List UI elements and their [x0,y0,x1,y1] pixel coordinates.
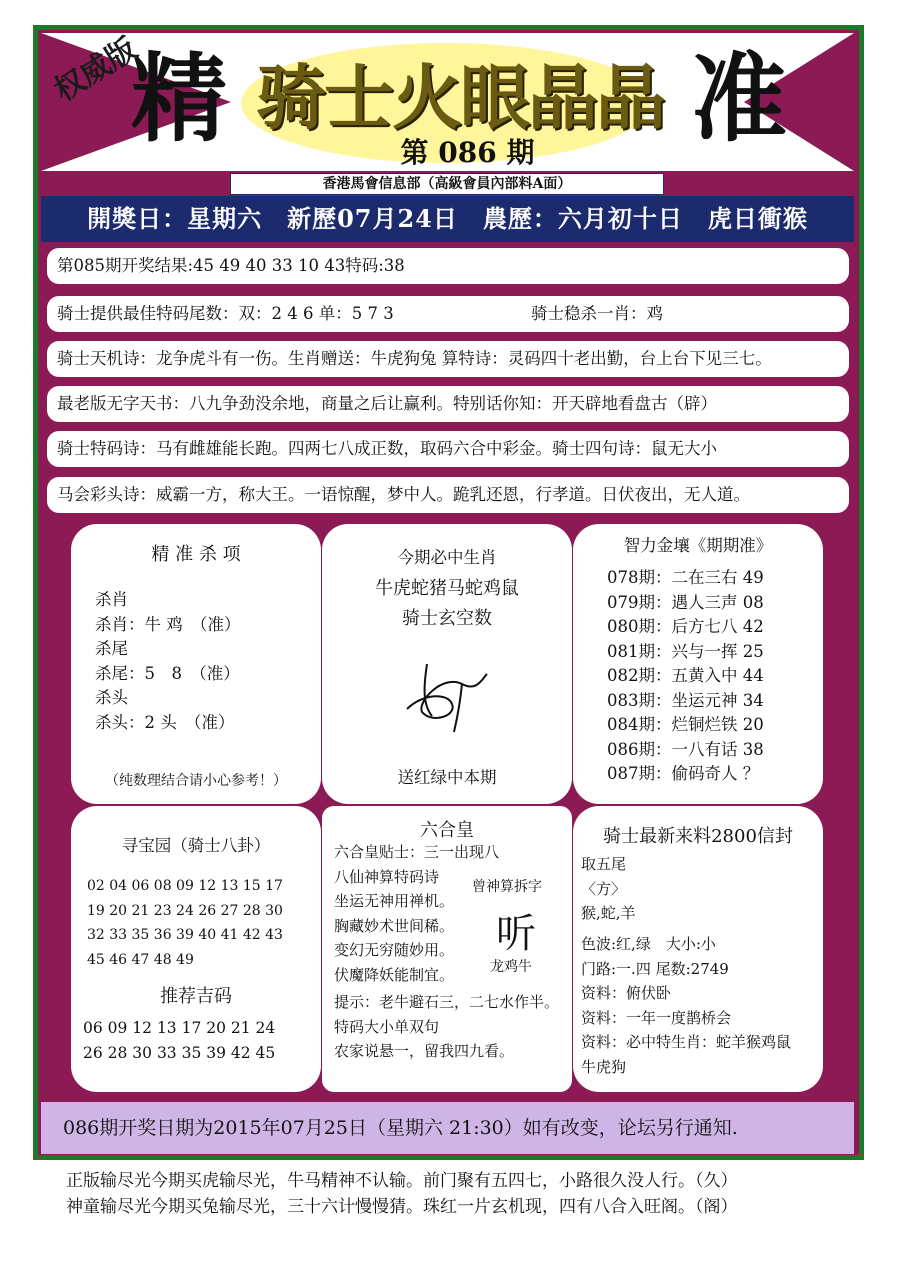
tail-text: 骑士提供最佳特码尾数：双：2 4 6 单：5 7 3 [57,304,394,323]
info-line-result: 第085期开奖结果:45 49 40 33 10 43特码:38 [47,248,849,284]
draw-date-bar: 開獎日：星期六 新歷07月24日 農歷：六月初十日 虎日衝猴 [41,196,854,242]
footer-notice: 086期开奖日期为2015年07月25日（星期六 21:30）如有改变，论坛另行通知. [41,1102,854,1154]
treasure-box [71,806,321,1092]
number-row: 19 20 21 23 24 26 27 28 30 [87,902,283,919]
latest-rows [581,852,636,926]
kill-row: 杀尾 [95,639,128,658]
kill-row: 杀肖：牛 鸡 （准） [95,614,241,634]
treasure-numbers-2 [83,1016,275,1065]
kill-box [71,524,321,804]
latest-row: 资料：俯伏卧 [581,984,672,1002]
zodiac-line-3: 骑士玄空数 [402,608,492,629]
wisdom-row: 081期：兴与一挥 25 [607,641,764,661]
info-line-book: 最老版无字天书：八九争劲没余地，商量之后让赢利。特别话你知：开天辟地看盘古（辟） [47,386,849,422]
wisdom-row: 084期：烂铜烂铁 20 [607,715,764,734]
liuhe-row: 提示：老牛避石三，二七水作半。 [334,993,560,1011]
liuhe-rows-2 [334,990,559,1064]
split-title: 曾神算拆字 [472,879,542,895]
liuhe-row: 六合皇贴士：三一出现八 [334,843,500,861]
zodiac-line-1: 今期必中生肖 [397,548,497,567]
number-row: 45 46 47 48 49 [87,951,194,968]
latest-title: 骑士最新来料2800信封 [603,826,793,847]
bottom-poem-2: 神童输尽光今期买兔输尽光，三十六计慢慢猜。珠红一片玄机现，四有八合入旺阁。（阁） [66,1197,738,1217]
kill-box-title: 精 准 杀 项 [151,544,241,565]
kill-row: 杀头 [95,688,128,707]
number-row: 26 28 30 33 35 39 42 45 [83,1043,276,1062]
latest-row: 资料：一年一度鹊桥会 [581,1008,732,1027]
wisdom-title: 智力金壤《期期准》 [623,536,773,555]
zodiac-line-4: 送红绿中本期 [397,768,497,787]
kill-box-note: （纯数理结合请小心参考！） [105,773,287,789]
wisdom-row: 087期：偷码奇人 ？ [607,764,760,783]
latest-row: 〈方〉 [581,879,627,898]
liuhe-row: 特码大小单双句 [334,1017,440,1036]
liuhe-row: 胸藏妙术世间稀。 [334,916,455,935]
number-row: 06 09 12 13 17 20 21 24 [83,1019,276,1037]
latest-box [573,806,823,1092]
split-answer: 龙鸡牛 [490,959,532,975]
info-line-jockey: 马会彩头诗：威霸一方，称大王。一语惊醒，梦中人。跪乳还恩，行孝道。日伏夜出，无人道。 [47,477,849,513]
issue-number: 第 086 期 [400,136,535,169]
header-left-char: 精 [131,42,227,155]
info-line-special: 骑士特码诗：马有雌雄能长跑。四两七八成正数，取码六合中彩金。骑士四句诗：鼠无大小 [47,431,849,467]
latest-row: 门路:一.四 尾数:2749 [581,959,729,978]
number-row: 02 04 06 08 09 12 13 15 17 [87,878,283,894]
latest-row: 资料：必中特生肖：蛇羊猴鸡鼠 [581,1033,792,1051]
zodiac-box [322,524,572,804]
masthead-title: 骑士火眼晶晶 [256,56,664,139]
kill-one-text: 骑士稳杀一肖：鸡 [531,304,663,323]
subtitle: 香港馬會信息部（高級會員內部料A面） [230,173,664,195]
wisdom-row: 080期：后方七八 42 [607,617,764,636]
wisdom-row: 082期：五黄入中 44 [607,666,764,685]
wisdom-row: 083期：坐运元神 34 [607,690,764,710]
kill-row: 杀头：2 头 （准） [95,712,235,732]
kill-row: 杀尾：5 8 （准） [95,663,240,683]
liuhe-row: 坐运无神用禅机。 [334,892,455,910]
latest-row: 猴,蛇,羊 [581,904,636,922]
liuhe-row: 伏魔降妖能制宜。 [334,965,455,984]
wisdom-rows [607,566,764,787]
liuhe-box [322,806,572,1092]
liuhe-title: 六合皇 [420,820,474,841]
split-char: 听 [496,911,536,957]
wisdom-box [573,524,823,804]
wisdom-row: 078期：二在三右 49 [607,568,764,587]
liuhe-row: 变幻无穷随妙用。 [334,941,455,959]
bottom-poem-1: 正版输尽光今期买虎输尽光，牛马精神不认输。前门聚有五四七，小路很久没人行。（久） [66,1171,738,1191]
treasure-numbers [87,874,283,972]
latest-row: 色波:红,绿 大小:小 [581,935,716,953]
signature-mark [402,654,492,734]
liuhe-rows [334,840,499,987]
latest-rows-2 [581,932,791,1079]
header-right-char: 准 [691,42,787,155]
wisdom-row: 079期：遇人三声 08 [607,592,764,612]
liuhe-row: 农家说悬一，留我四九看。 [334,1042,515,1060]
info-line-tail [47,296,849,332]
treasure-title: 寻宝园（骑士八卦） [121,836,271,855]
info-line-poem: 骑士天机诗：龙争虎斗有一伤。生肖赠送：牛虎狗兔 算特诗：灵码四十老出勤，台上台下见三七。 [47,341,849,377]
wisdom-row: 086期：一八有话 38 [607,739,764,759]
zodiac-line-2: 牛虎蛇猪马蛇鸡鼠 [375,578,519,599]
authority-stamp: 权威版 [48,31,144,109]
latest-row: 取五尾 [581,855,627,873]
kill-row: 杀肖 [95,590,128,609]
header [41,33,854,171]
number-row: 32 33 35 36 39 40 41 42 43 [87,927,283,943]
liuhe-row: 八仙神算特码诗 [334,867,440,886]
latest-row: 牛虎狗 [581,1057,627,1076]
kill-box-rows [95,588,241,735]
treasure-title-2: 推荐吉码 [160,986,232,1007]
